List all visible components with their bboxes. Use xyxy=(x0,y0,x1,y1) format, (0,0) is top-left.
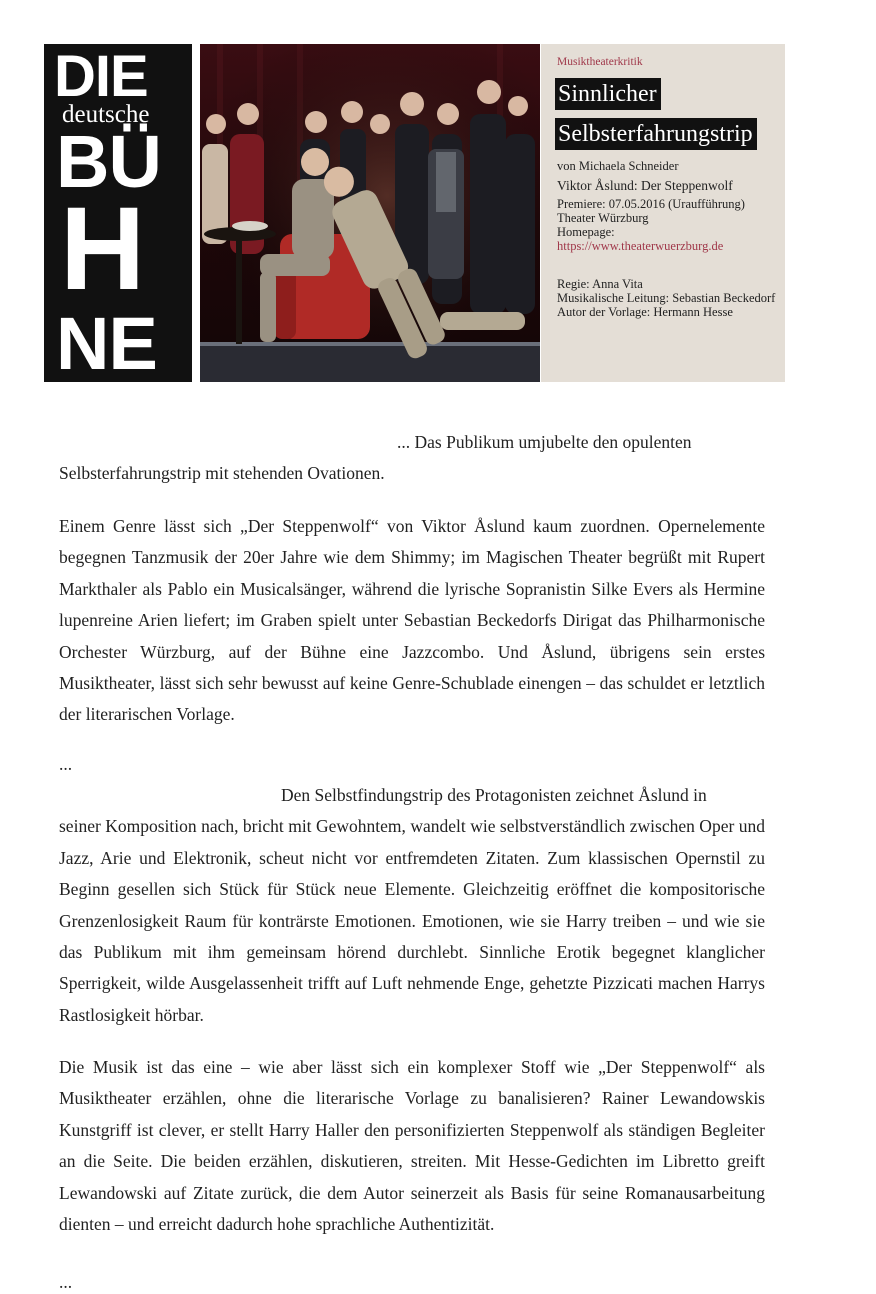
article-paragraph-1 xyxy=(59,427,765,490)
stage-photo xyxy=(200,44,540,382)
premiere-date: Premiere: 07.05.2016 (Uraufführung) xyxy=(557,197,745,211)
credit-regie: Regie: Anna Vita xyxy=(557,277,643,291)
credit-source-author: Autor der Vorlage: Hermann Hesse xyxy=(557,305,733,319)
paragraph-1-rest: Selbsterfahrungstrip mit stehenden Ovationen. xyxy=(59,463,385,484)
paragraph-1-lead: ... Das Publikum umjubelte den opulenten xyxy=(397,432,692,452)
article-title-line-2: Selbsterfahrungstrip xyxy=(555,118,757,150)
logo-line-h: H xyxy=(60,183,145,315)
ellipsis-separator-1: ... xyxy=(59,754,73,774)
work-title: Viktor Åslund: Der Steppenwolf xyxy=(557,178,733,193)
production-details xyxy=(557,197,779,253)
logo-line-bu: BÜ xyxy=(56,120,161,203)
article-category: Musiktheaterkritik xyxy=(557,56,643,68)
article-title-line-1: Sinnlicher xyxy=(555,78,661,110)
article-info-box xyxy=(541,44,785,382)
homepage-label: Homepage: xyxy=(557,225,615,239)
credits xyxy=(557,277,779,319)
logo-line-ne: NE xyxy=(56,302,157,382)
article-paragraph-3 xyxy=(59,780,765,1031)
logo-line-die: DIE xyxy=(54,44,148,109)
magazine-logo xyxy=(44,44,192,382)
credit-musical-direction: Musikalische Leitung: Sebastian Beckedorf xyxy=(557,291,776,305)
homepage-link[interactable]: https://www.theaterwuerzburg.de xyxy=(557,239,724,253)
article-author: von Michaela Schneider xyxy=(557,159,679,173)
theater-name: Theater Würzburg xyxy=(557,211,649,225)
paragraph-3-lead: Den Selbstfindungstrip des Protagonisten zeichnet Åslund in xyxy=(281,785,707,805)
paragraph-3-rest: seiner Komposition nach, bricht mit Gewohntem, wandelt wie selbstverständlich zwischen Oper und Jazz, Arie und Elektronik, scheut nicht vor entfremdeten Zitaten. Zum klassischen Opernstil zu Beginn gesellen sich Stück für Stück neue Elemente. Gleichzeitig eröffnet die kompositorische Grenzenlosigkeit Raum für konträrste Emotionen. Emotionen, wie sie Harry treiben – und wie sie das Publikum mit ihm gemeinsam hörend durchlebt. Sinnliche Erotik begegnet klanglicher Sperrigkeit, wilde Ausgelassenheit trifft auf Luft nehmende Enge, gehetzte Pizzicati machen Harrys Rastlosigkeit hörbar. xyxy=(59,816,765,1025)
logo-line-deutsche: deutsche xyxy=(62,101,150,128)
article-paragraph-2: Einem Genre lässt sich „Der Steppenwolf“ von Viktor Åslund kaum zuordnen. Opernelemente begegnen Tanzmusik der 20er Jahre wie dem Shimmy; im Magischen Theater begrüßt mit Rupert Markthaler als Pablo ein Musicalsänger, während die lyrische Sopranistin Silke Evers als Hermine lupenreine Arien liefert; im Graben spielt unter Sebastian Beckedorfs Dirigat das Philharmonische Orchester Würzburg, auf der Bühne eine Jazzcombo. Und Åslund, übrigens sein erstes Musiktheater, lässt sich sehr bewusst auf keine Genre-Schublade einengen – das schuldet er letztlich der literarischen Vorlage. xyxy=(59,516,765,725)
article-paragraph-4: Die Musik ist das eine – wie aber lässt sich ein komplexer Stoff wie „Der Steppenwolf“ als Musiktheater erzählen, ohne die literarische Vorlage zu banalisieren? Rainer Lewandowskis Kunstgriff ist clever, er stellt Harry Haller den personifizierten Steppenwolf als ständigen Begleiter an die Seite. Die beiden erzählen, diskutieren, streiten. Mit Hesse-Gedichten im Libretto greift Lewandowski auf Zitate zurück, die dem Autor seinerzeit als Basis für seine Romanausarbeitung dienten – und erreicht dadurch hohe sprachliche Authentizität. xyxy=(59,1057,765,1235)
ellipsis-separator-2: ... xyxy=(59,1272,73,1292)
